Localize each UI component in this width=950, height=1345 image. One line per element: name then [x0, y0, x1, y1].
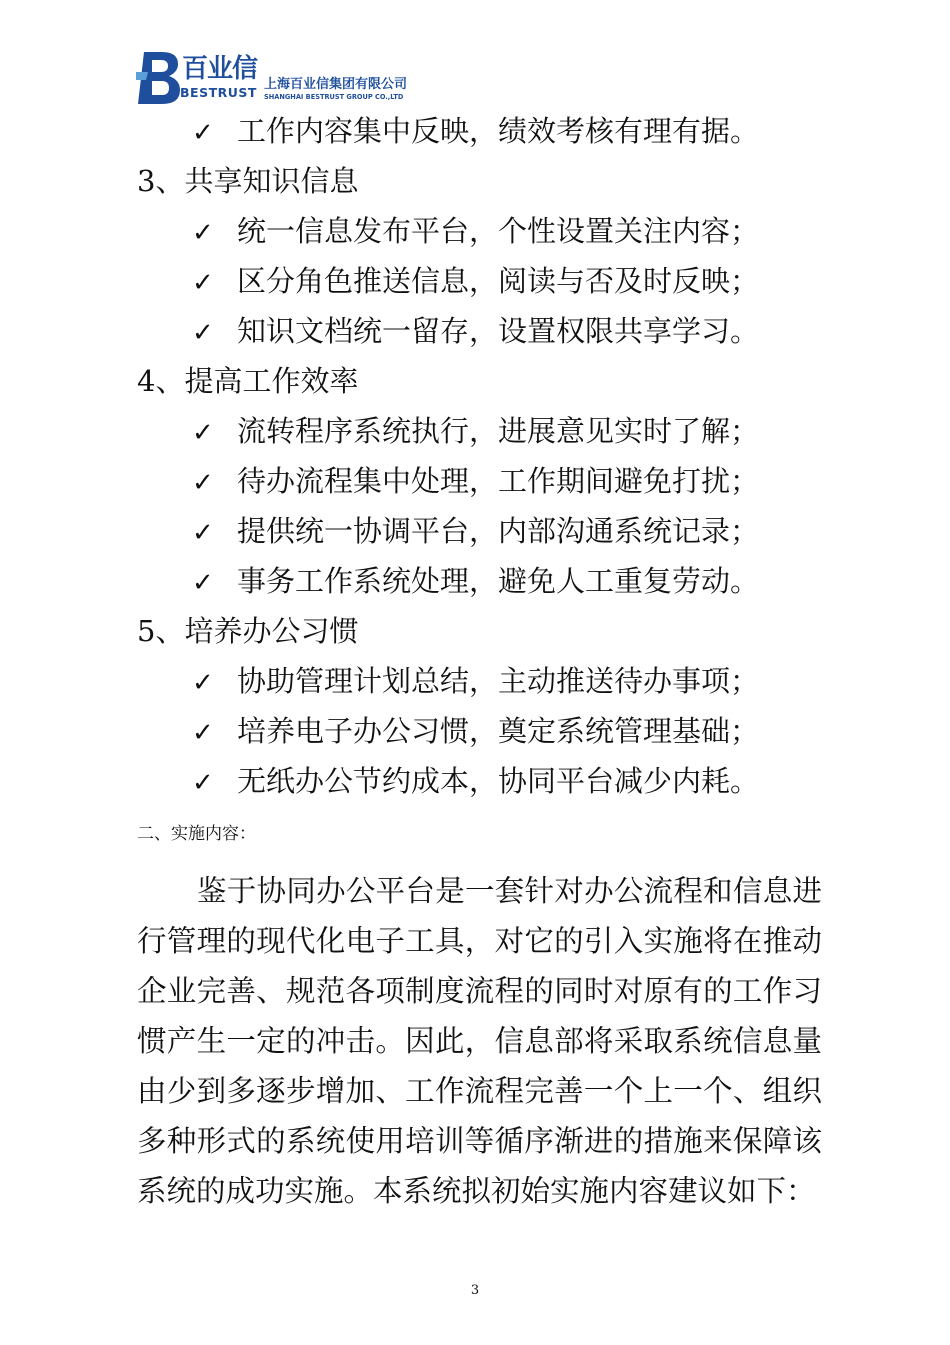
page-number: 3: [470, 1283, 480, 1298]
list-item-text: 待办流程集中处理，工作期间避免打扰；: [237, 464, 760, 498]
section-2-title: 二、实施内容：: [137, 824, 256, 844]
logo-english-name: BESTRUST: [180, 85, 257, 100]
company-name-en: SHANGHAI BESTRUST GROUP CO.,LTD: [264, 93, 404, 101]
checkmark-icon: ✓: [192, 518, 214, 548]
list-item: [137, 706, 827, 756]
list-item: [137, 756, 827, 806]
checkmark-icon: ✓: [192, 718, 214, 748]
list-item-text: 区分角色推送信息，阅读与否及时反映；: [237, 264, 760, 298]
section-heading: 3、共享知识信息: [137, 164, 359, 198]
list-item-text: 知识文档统一留存，设置权限共享学习。: [237, 314, 760, 348]
list-item: [137, 406, 827, 456]
logo-b-mark-icon: [136, 50, 182, 106]
list-item-text: 流转程序系统执行，进展意见实时了解；: [237, 414, 760, 448]
list-item-text: 提供统一协调平台，内部沟通系统记录；: [237, 514, 760, 548]
list-item: [137, 506, 827, 556]
list-item: [137, 456, 827, 506]
list-item-text: 培养电子办公习惯，奠定系统管理基础；: [237, 714, 760, 748]
checkmark-icon: ✓: [192, 468, 214, 498]
list-item-text: 协助管理计划总结，主动推送待办事项；: [237, 664, 760, 698]
checkmark-icon: ✓: [192, 768, 214, 798]
section-heading: 4、提高工作效率: [137, 364, 359, 398]
list-item-text: 事务工作系统处理，避免人工重复劳动。: [237, 564, 760, 598]
company-logo: [136, 50, 436, 106]
checkmark-icon: ✓: [192, 568, 214, 598]
list-item: [137, 306, 827, 356]
checkmark-icon: ✓: [192, 118, 214, 148]
checkmark-icon: ✓: [192, 268, 214, 298]
checkmark-icon: ✓: [192, 418, 214, 448]
logo-chinese-name: 百业信: [182, 54, 258, 84]
checkmark-icon: ✓: [192, 318, 214, 348]
list-content: [137, 106, 827, 806]
list-item-text: 工作内容集中反映，绩效考核有理有据。: [237, 114, 760, 148]
list-item: [137, 106, 827, 156]
company-name-cn: 上海百业信集团有限公司: [264, 77, 408, 92]
list-item: [137, 256, 827, 306]
body-paragraph: 鉴于协同办公平台是一套针对办公流程和信息进行管理的现代化电子工具，对它的引入实施将在推动企业完善、规范各项制度流程的同时对原有的工作习惯产生一定的冲击。因此，信息部将采取系统信息量由少到多逐步增加、工作流程完善一个上一个、组织多种形式的系统使用培训等循序渐进的措施来保障该系统的成功实施。本系统拟初始实施内容建议如下：: [137, 874, 822, 1208]
list-item: [137, 206, 827, 256]
list-item: [137, 656, 827, 706]
section-heading: 5、培养办公习惯: [137, 614, 359, 648]
list-item-text: 无纸办公节约成本，协同平台减少内耗。: [237, 764, 760, 798]
list-item-text: 统一信息发布平台，个性设置关注内容；: [237, 214, 760, 248]
checkmark-icon: ✓: [192, 668, 214, 698]
checkmark-icon: ✓: [192, 218, 214, 248]
list-item: [137, 556, 827, 606]
